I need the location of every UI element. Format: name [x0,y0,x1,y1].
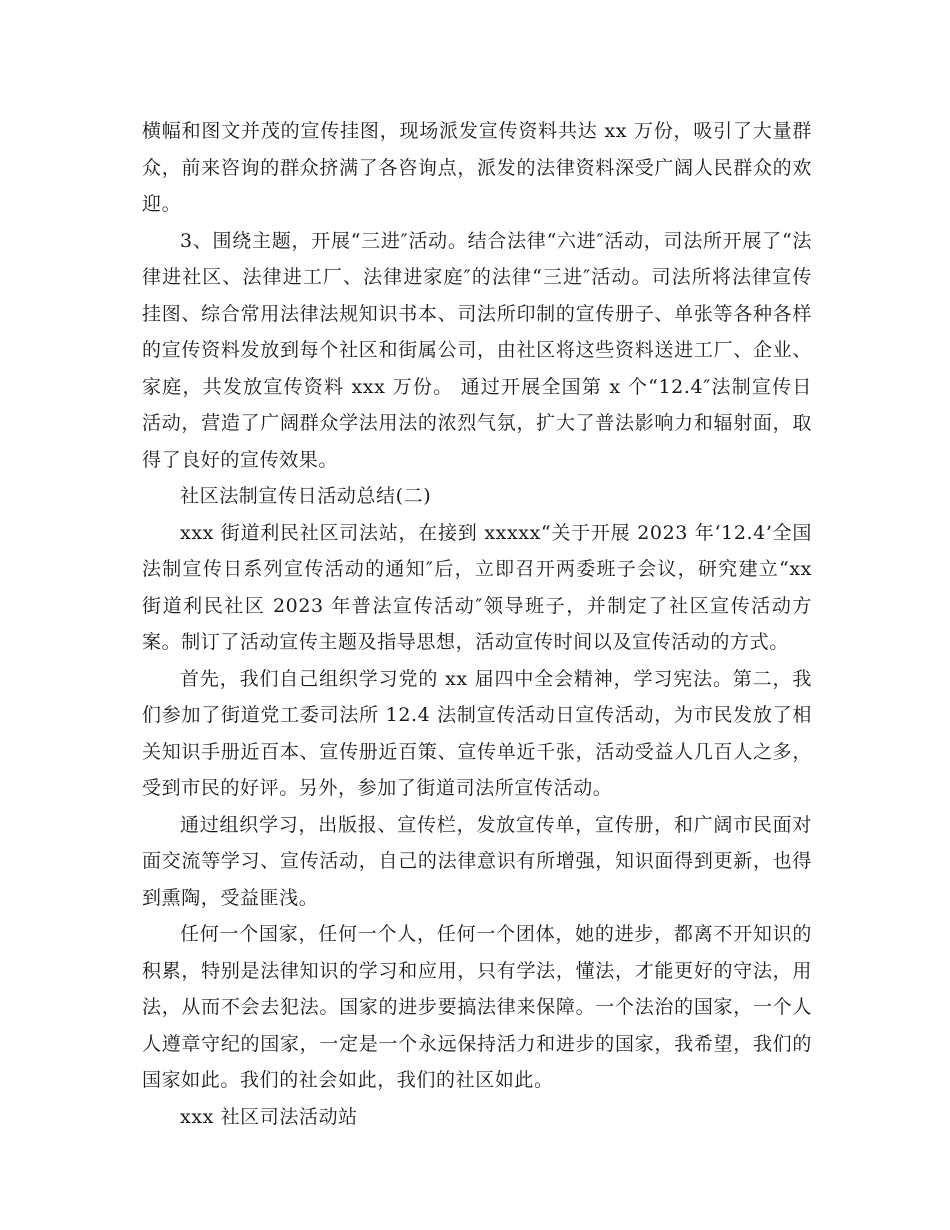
document-body [142,113,812,1135]
paragraph-3: xxx 街道利民社区司法站，在接到 xxxxx“关于开展 2023 年‘12.4’全国法制宣传日系列宣传活动的通知″后，立即召开两委班子会议，研究建立“xx 街道利民社区 2023 年普法宣传活动″领导班子，并制定了社区宣传活动方案。制订了活动宣传主题及指导思想，活动宣传时间以及宣传活动的方式。 [142,521,812,653]
paragraph-1: 横幅和图文并茂的宣传挂图，现场派发宣传资料共达 xx 万份，吸引了大量群众，前来咨询的群众挤满了各咨询点，派发的法律资料深受广阔人民群众的欢迎。 [142,120,812,215]
paragraph-4: 首先，我们自己组织学习党的 xx 届四中全会精神，学习宪法。第二，我们参加了街道党工委司法所 12.4 法制宣传活动日宣传活动，为市民发放了相关知识手册近百本、宣传册近百策、宣传单近千张，活动受益人几百人之多，受到市民的好评。另外，参加了街道司法所宣传活动。 [142,667,812,799]
paragraph-2: 3、围绕主题，开展“三进″活动。结合法律“六进″活动，司法所开展了“法律进社区、法律进工厂、法律进家庭″的法律“三进″活动。司法所将法律宣传挂图、综合常用法律法规知识书本、司法所印制的宣传册子、单张等各种各样的宣传资料发放到每个社区和街属公司，由社区将这些资料送进工厂、企业、家庭，共发放宣传资料 xxx 万份。 通过开展全国第 x 个“12.4″法制宣传日活动，营造了广阔群众学法用法的浓烈气氛，扩大了普法影响力和辐射面，取得了良好的宣传效果。 [142,229,812,471]
paragraph-5: 通过组织学习，出版报、宣传栏，发放宣传单，宣传册，和广阔市民面对面交流等学习、宣传活动，自己的法律意识有所增强，知识面得到更新，也得到熏陶，受益匪浅。 [142,813,812,909]
section-heading: 社区法制宣传日活动总结(二) [180,485,432,507]
paragraph-6: 任何一个国家，任何一个人，任何一个团体，她的进步，都离不开知识的积累，特别是法律知识的学习和应用，只有学法，懂法，才能更好的守法，用法，从而不会去犯法。国家的进步要搞法律来保障。一个法治的国家，一个人人遵章守纪的国家，一定是一个永远保持活力和进步的国家，我希望，我们的国家如此。我们的社会如此，我们的社区如此。 [142,923,812,1091]
signature-line: xxx 社区司法活动站 [180,1105,358,1128]
